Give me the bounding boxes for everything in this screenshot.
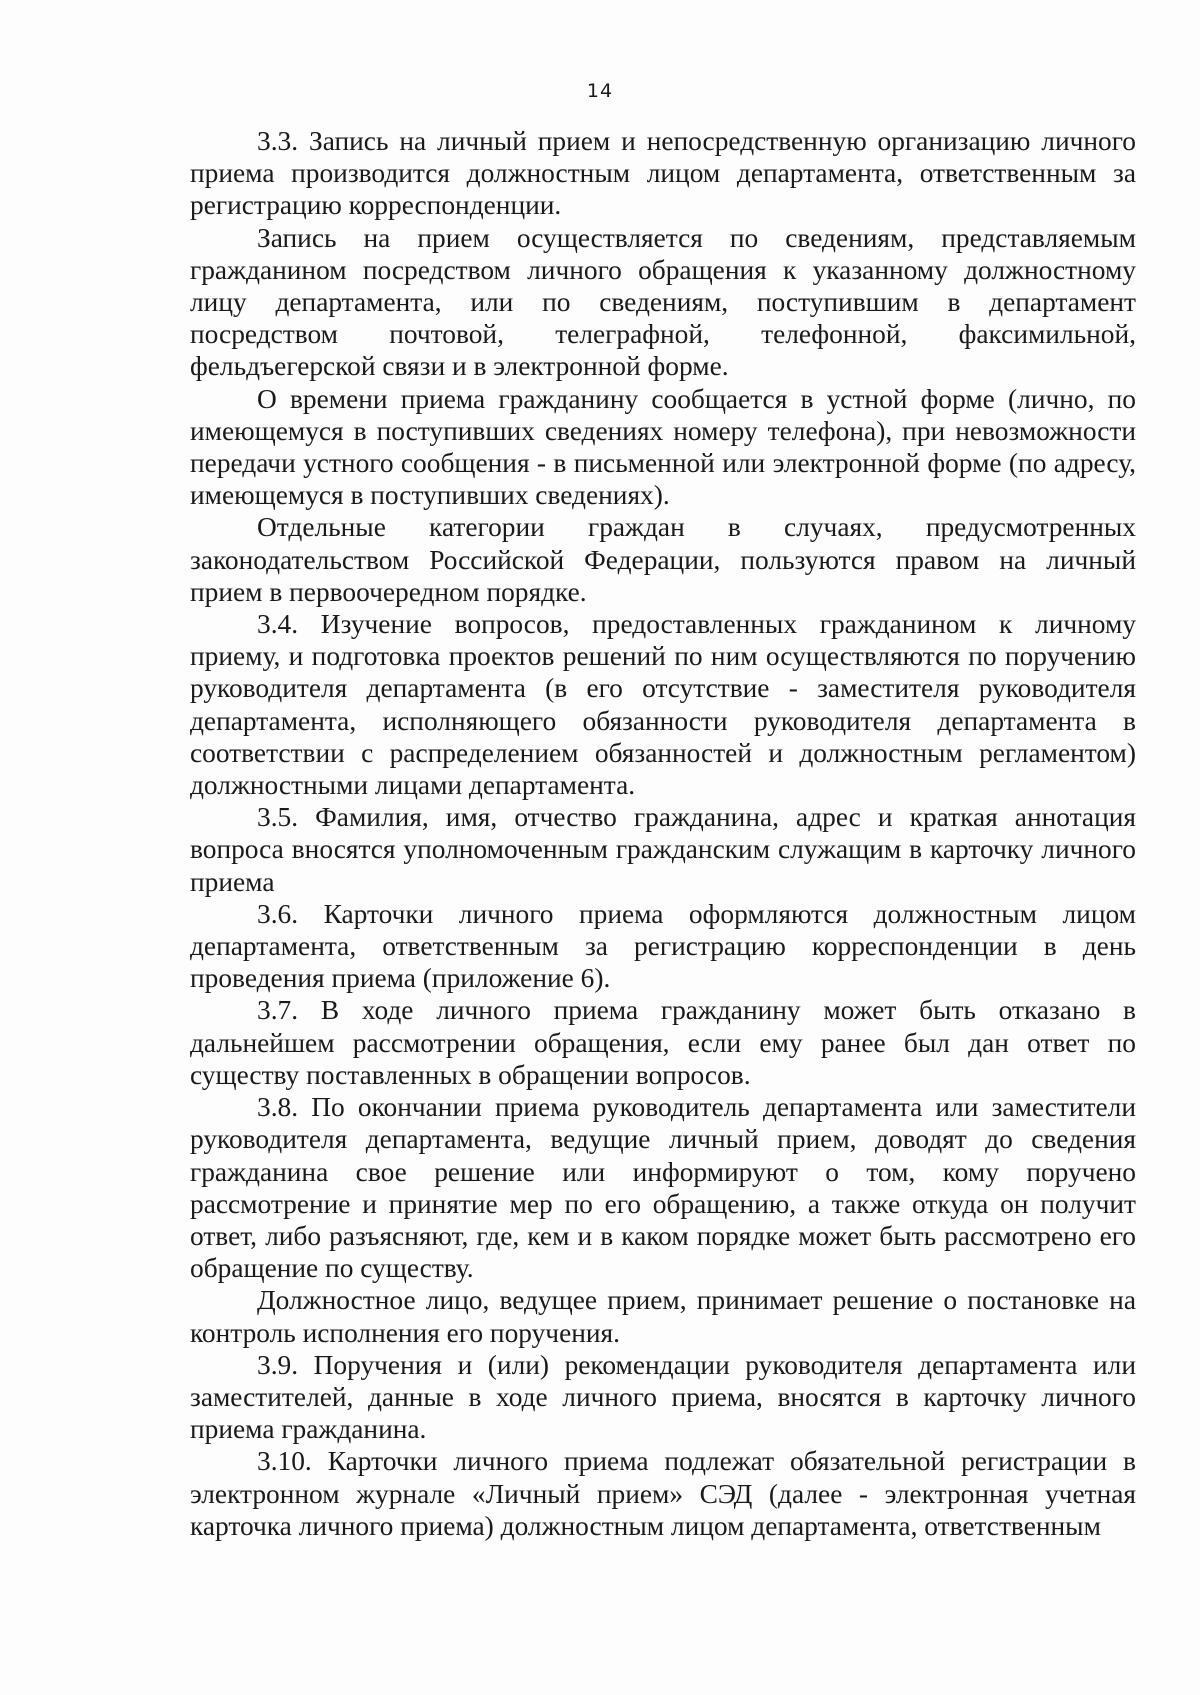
paragraph-3-5: 3.5. Фамилия, имя, отчество гражданина, адрес и краткая аннотация вопроса вносятся уполномоченным гражданским служащим в карточку личного приема <box>190 802 1136 897</box>
paragraph-control-decision: Должностное лицо, ведущее прием, принимает решение о постановке на контроль исполнения его поручения. <box>190 1285 1136 1348</box>
paragraph-priority-categories: Отдельные категории граждан в случаях, предусмотренных законодательством Российской Федерации, пользуются правом на личный прием в первоочередном порядке. <box>190 512 1136 607</box>
paragraph-appointment-info: Запись на прием осуществляется по сведениям, представляемым гражданином посредством личного обращения к указанному должностному лицу департамента, или по сведениям, поступившим в департамент посредством почтовой, телеграфной, телефонной, факсимильной, фельдъегерской связи и в электронной форме. <box>190 222 1136 382</box>
paragraph-3-8: 3.8. По окончании приема руководитель департамента или заместители руководителя департамента, ведущие личный прием, доводят до сведения гражданина свое решение или информируют о том, кому поручено рассмотрение и принятие мер по его обращению, а также откуда он получит ответ, либо разъясняют, где, кем и в каком порядке может быть рассмотрено его обращение по существу. <box>190 1092 1136 1284</box>
paragraph-3-3: 3.3. Запись на личный прием и непосредственную организацию личного приема производится должностным лицом департамента, ответственным за регистрацию корреспонденции. <box>190 126 1136 221</box>
page-number: 14 <box>586 80 614 102</box>
paragraph-3-4: 3.4. Изучение вопросов, предоставленных гражданином к личному приему, и подготовка проектов решений по ним осуществляются по поручению руководителя департамента (в его отсутствие - заместителя руководителя департамента, исполняющего обязанности руководителя департамента в соответствии с распределением обязанностей и должностным регламентом) должностными лицами департамента. <box>190 609 1136 801</box>
paragraph-3-7: 3.7. В ходе личного приема гражданину может быть отказано в дальнейшем рассмотрении обращения, если ему ранее был дан ответ по существу поставленных в обращении вопросов. <box>190 995 1136 1090</box>
paragraph-3-6: 3.6. Карточки личного приема оформляются должностным лицом департамента, ответственным за регистрацию корреспонденции в день проведения приема (приложение 6). <box>190 898 1136 994</box>
paragraph-3-10: 3.10. Карточки личного приема подлежат обязательной регистрации в электронном журнале «Личный прием» СЭД (далее - электронная учетная карточка личного приема) должностным лицом департамента, ответственным <box>190 1446 1136 1541</box>
paragraph-3-9: 3.9. Поручения и (или) рекомендации руководителя департамента или заместителей, данные в ходе личного приема, вносятся в карточку личного приема гражданина. <box>190 1349 1136 1445</box>
document-body <box>190 125 1136 1542</box>
paragraph-reception-time: О времени приема гражданину сообщается в устной форме (лично, по имеющемуся в поступивших сведениях номеру телефона), при невозможности передачи устного сообщения - в письменной или электронной форме (по адресу, имеющемуся в поступивших сведениях). <box>190 383 1136 511</box>
